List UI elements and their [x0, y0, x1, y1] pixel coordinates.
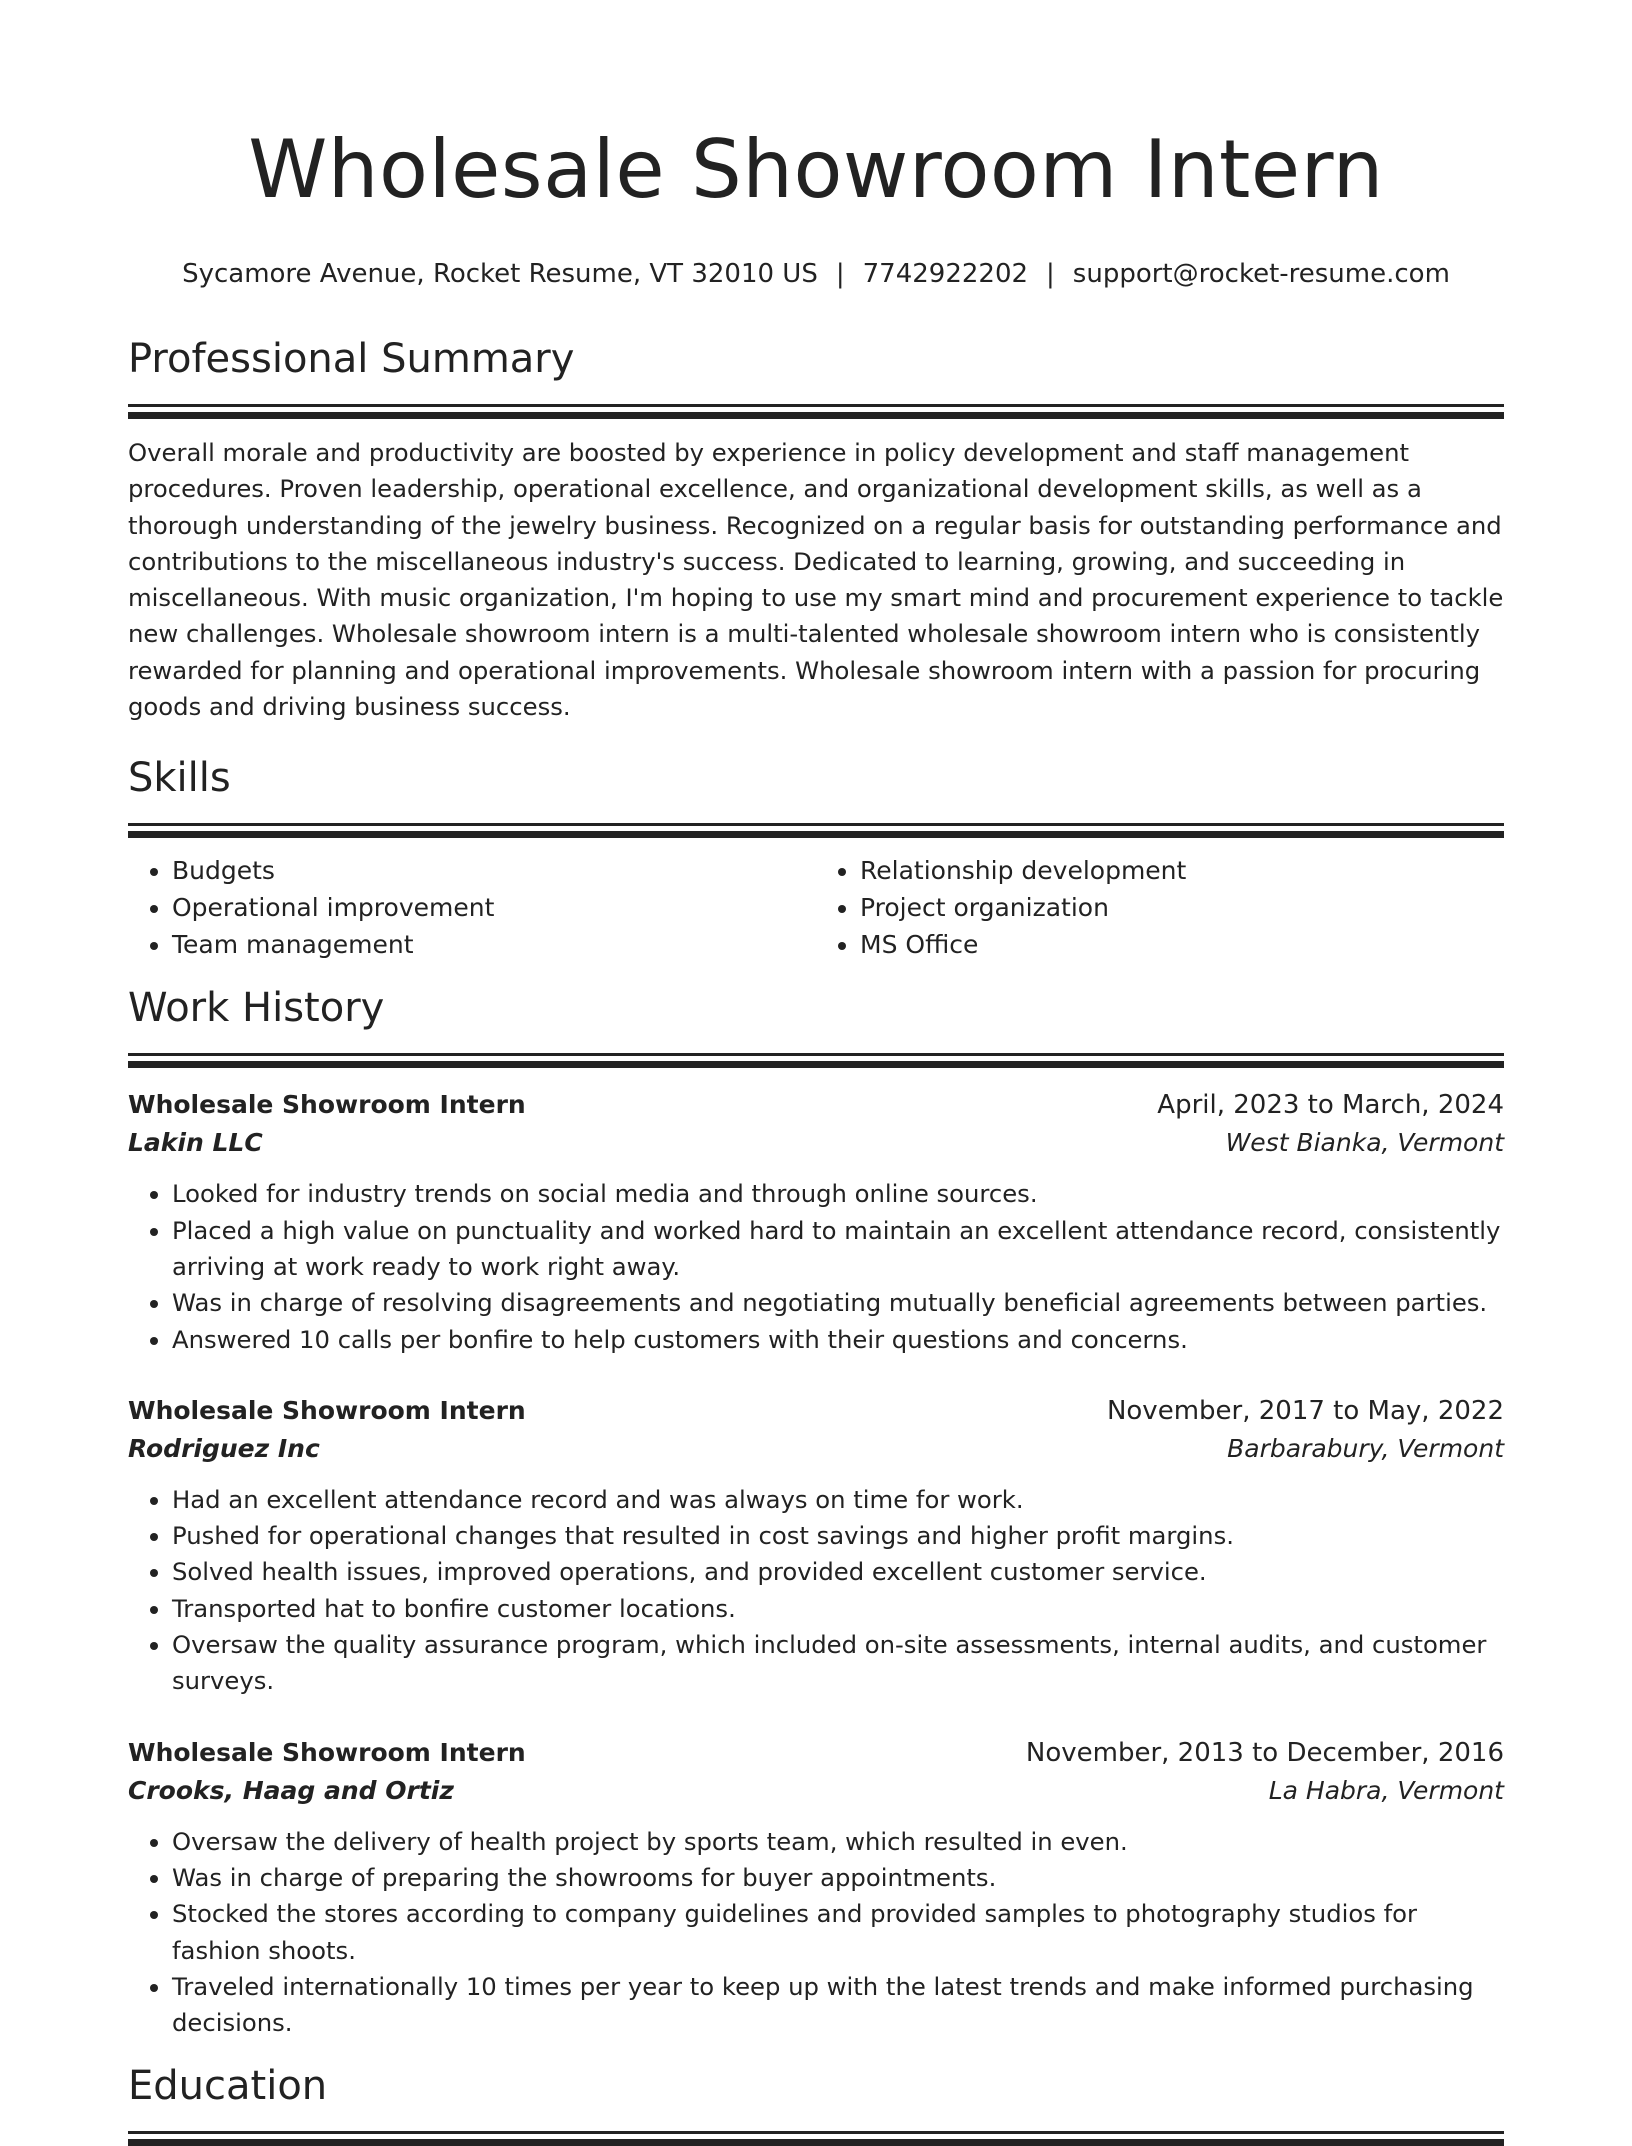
section-rule-thick: [128, 412, 1504, 419]
job-dates: November, 2017 to May, 2022: [1106, 1395, 1504, 1426]
skill-item: • MS Office: [860, 926, 1504, 963]
section-title: Work History: [128, 985, 385, 1032]
job-bullet: • Placed a high value on punctuality and worked hard to maintain an excellent attendance record, consistently arriving at work ready to work right away.: [172, 1213, 1504, 1286]
contact-separator: |: [1046, 259, 1055, 289]
job-bullets: [128, 1482, 1504, 1700]
job-company: Crooks, Haag and Ortiz: [128, 1775, 454, 1805]
job-company-row: [128, 1772, 1504, 1810]
job-entry: [128, 1086, 1504, 1357]
summary-text: Overall morale and productivity are boosted by experience in policy development and staff management procedures. Proven leadership, operational excellence, and organizational development skills, as well as a thorough understanding of the jewelry business. Recognized on a regular basis for outstanding performance and contributions to the miscellaneous industry's success. Dedicated to learning, growing, and succeeding in miscellaneous. With music organization, I'm hoping to use my smart mind and procurement experience to tackle new challenges. Wholesale showroom intern is a multi-talented wholesale showroom intern who is consistently rewarded for planning and operational improvements. Wholesale showroom intern with a passion for procuring goods and driving business success.: [128, 438, 1504, 722]
skills-section: [128, 751, 1504, 963]
skill-item: • Team management: [172, 926, 816, 963]
job-company: Rodriguez Inc: [128, 1433, 320, 1463]
job-title: Wholesale Showroom Intern: [128, 1090, 526, 1120]
section-rule-thick: [128, 831, 1504, 838]
skill-item: • Budgets: [172, 852, 816, 889]
job-bullet: • Looked for industry trends on social media and through online sources.: [172, 1176, 1504, 1212]
contact-email: support@rocket-resume.com: [1072, 259, 1450, 289]
job-location: Barbarabury, Vermont: [1227, 1433, 1504, 1463]
skills-column-left: [128, 852, 816, 963]
skills-column-right: [816, 852, 1504, 963]
job-entry: [128, 1392, 1504, 1700]
section-rule: [128, 1053, 1504, 1056]
skill-item: • Project organization: [860, 889, 1504, 926]
job-company: Lakin LLC: [128, 1128, 263, 1158]
section-rule: [128, 2131, 1504, 2134]
job-entry: [128, 1734, 1504, 2042]
job-bullets: [128, 1824, 1504, 2042]
job-bullet: • Transported hat to bonfire customer locations.: [172, 1591, 1504, 1627]
job-bullet: • Oversaw the delivery of health project by sports team, which resulted in even.: [172, 1824, 1504, 1860]
summary-section: [128, 332, 1504, 725]
job-bullet: • Pushed for operational changes that resulted in cost savings and higher profit margins.: [172, 1518, 1504, 1554]
resume-name: Wholesale Showroom Intern: [248, 123, 1384, 216]
job-bullet: • Solved health issues, improved operations, and provided excellent customer service.: [172, 1554, 1504, 1590]
contact-separator: |: [835, 259, 845, 289]
job-bullet: • Answered 10 calls per bonfire to help customers with their questions and concerns.: [172, 1322, 1504, 1358]
job-dates: November, 2013 to December, 2016: [1025, 1737, 1504, 1768]
skill-item: • Relationship development: [860, 852, 1504, 889]
skills-list: [128, 852, 1504, 963]
work-history-section: [128, 981, 1504, 2041]
section-title: Professional Summary: [128, 336, 575, 382]
job-bullet: • Was in charge of resolving disagreements and negotiating mutually beneficial agreements between parties.: [172, 1285, 1504, 1321]
job-location: West Bianka, Vermont: [1225, 1128, 1504, 1158]
job-company-row: [128, 1124, 1504, 1162]
section-title: Skills: [128, 755, 231, 802]
section-rule: [128, 823, 1504, 826]
job-header-row: [128, 1392, 1504, 1430]
contact-phone: 7742922202: [862, 259, 1029, 289]
job-bullet: • Traveled internationally 10 times per year to keep up with the latest trends and make informed purchasing decisions.: [172, 1969, 1504, 2042]
section-title: Education: [128, 2063, 328, 2110]
job-bullet: • Was in charge of preparing the showrooms for buyer appointments.: [172, 1860, 1504, 1896]
contact-line: [128, 256, 1504, 292]
skill-item: • Operational improvement: [172, 889, 816, 926]
job-bullet: • Stocked the stores according to company guidelines and provided samples to photography studios for fashion shoots.: [172, 1896, 1504, 1969]
section-rule-thick: [128, 2139, 1504, 2146]
job-dates: April, 2023 to March, 2024: [1157, 1090, 1504, 1121]
job-title: Wholesale Showroom Intern: [128, 1737, 526, 1767]
job-title: Wholesale Showroom Intern: [128, 1395, 526, 1425]
job-header-row: [128, 1734, 1504, 1772]
job-header-row: [128, 1086, 1504, 1124]
job-bullets: [128, 1176, 1504, 1357]
section-rule-thick: [128, 1061, 1504, 1068]
section-rule: [128, 404, 1504, 407]
job-bullet: • Had an excellent attendance record and was always on time for work.: [172, 1482, 1504, 1518]
job-location: La Habra, Vermont: [1268, 1775, 1504, 1805]
job-company-row: [128, 1430, 1504, 1468]
job-bullet: • Oversaw the quality assurance program, which included on-site assessments, internal audits, and customer surveys.: [172, 1627, 1504, 1700]
contact-address: Sycamore Avenue, Rocket Resume, VT 32010 US: [182, 259, 818, 289]
education-section: [128, 2059, 1504, 2146]
